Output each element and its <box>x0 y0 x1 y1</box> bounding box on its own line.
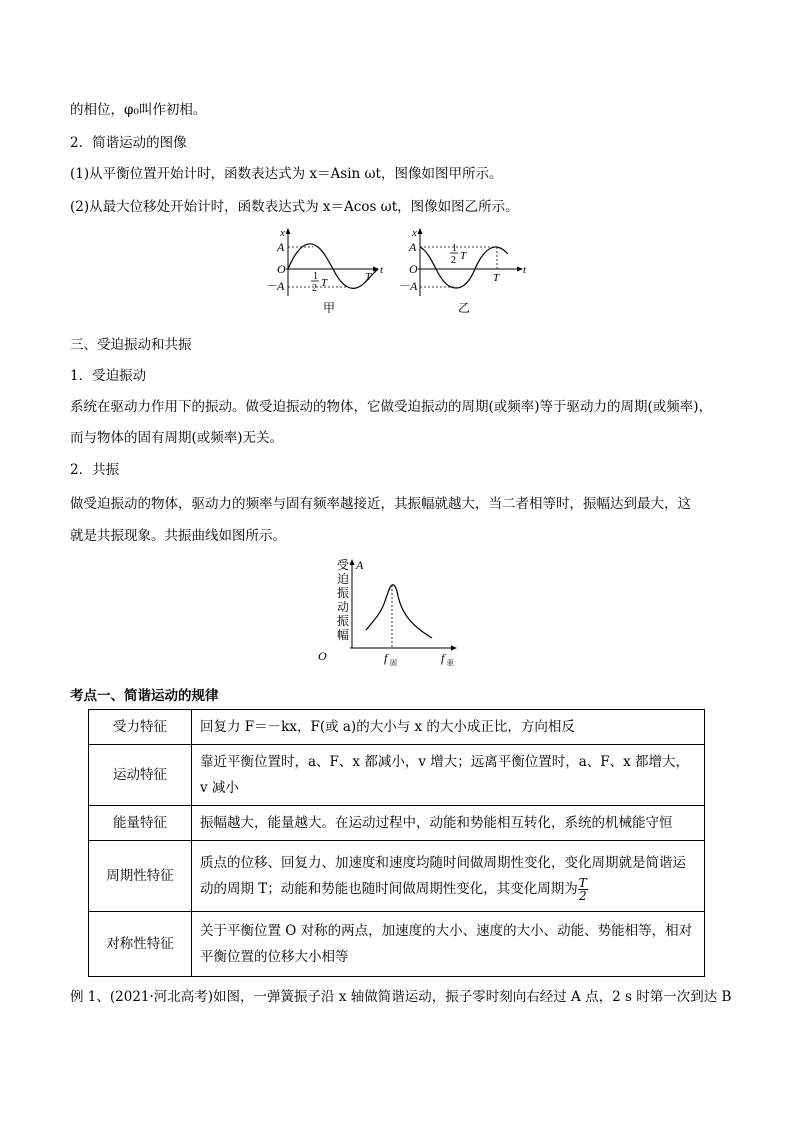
driving-frequency-label: f <box>441 651 445 665</box>
axis-t-label: t <box>380 264 384 276</box>
shm-properties-table <box>88 709 705 977</box>
subheading: 2．共振 <box>70 462 120 478</box>
driving-frequency-sub: 驱 <box>447 659 454 667</box>
axis-x-label: x <box>412 227 417 239</box>
origin-label: O <box>277 262 286 276</box>
ylabel-char: 受 <box>337 558 350 572</box>
axis-x-label: x <box>280 227 285 239</box>
half-num: 1 <box>452 243 457 254</box>
table-key: 运动特征 <box>89 745 192 806</box>
table-value: 回复力 F＝－kx，F(或 a)的大小与 x 的大小成正比，方向相反 <box>192 710 705 745</box>
table-key: 受力特征 <box>89 710 192 745</box>
fraction <box>578 877 588 902</box>
ylabel-char: 幅 <box>337 628 350 642</box>
table-row <box>89 912 705 977</box>
text-line: 系统在驱动力作用下的振动。做受迫振动的物体，它做受迫振动的周期(或频率)等于驱动力的周期(或频率)， <box>70 399 713 415</box>
table-value: 振幅越大，能量越大。在运动过程中，动能和势能相互转化，系统的机械能守恒 <box>192 806 705 841</box>
figure-cosine-graph <box>398 226 533 318</box>
neg-amplitude-label: －A <box>265 279 285 293</box>
text-line: 就是共振现象。共振曲线如图所示。 <box>70 528 286 544</box>
natural-frequency-sub: 固 <box>390 659 397 667</box>
table-value-text: 质点的位移、回复力、加速度和速度均随时间做周期性变化，变化周期就是简谐运动的周期 T；动能和势能也随时间做周期性变化，其变化周期为 <box>200 855 686 897</box>
section-heading: 三、受迫振动和共振 <box>70 337 192 353</box>
figure-caption: 甲 <box>323 301 336 315</box>
text-line: 的相位，φ₀叫作初相。 <box>70 102 207 118</box>
neg-amplitude-label: －A <box>398 279 418 293</box>
axis-t-label: t <box>523 264 527 276</box>
table-row <box>89 745 705 806</box>
table-value: 靠近平衡位置时，a、F、x 都减小，v 增大；远离平衡位置时，a、F、x 都增大，v 减小 <box>192 745 705 806</box>
table-key: 对称性特征 <box>89 912 192 977</box>
ylabel-char: 振 <box>337 586 350 600</box>
amplitude-label: A <box>277 240 285 254</box>
axis-amplitude-label: A <box>356 558 364 572</box>
example-line: 例 1、(2021·河北高考)如图，一弹簧振子沿 x 轴做简谐运动，振子零时刻向右经过 A 点，2 s 时第一次到达 B <box>70 989 732 1005</box>
heading-sho-image: 2．简谐运动的图像 <box>70 135 187 151</box>
table-row <box>89 841 705 912</box>
table-value <box>192 841 705 912</box>
half-period-label: T <box>460 250 467 262</box>
table-key: 能量特征 <box>89 806 192 841</box>
figure-caption: 乙 <box>458 301 471 315</box>
subheading: 1．受迫振动 <box>70 368 147 384</box>
text-line: 而与物体的固有周期(或频率)无关。 <box>70 430 284 446</box>
table-row <box>89 806 705 841</box>
figure-sine-graph <box>258 226 388 318</box>
text-line: (1)从平衡位置开始计时，函数表达式为 x＝Asin ωt，图像如图甲所示。 <box>70 166 503 182</box>
text-line: 做受迫振动的物体，驱动力的频率与固有频率越接近，其振幅就越大，当二者相等时，振幅达到最大，这 <box>70 496 691 512</box>
table-key: 周期性特征 <box>89 841 192 912</box>
half-num: 1 <box>313 271 318 282</box>
section-heading: 考点一、简谐运动的规律 <box>70 688 219 704</box>
natural-frequency-label: f <box>384 651 388 665</box>
fraction-denominator: 2 <box>578 889 587 903</box>
origin-label: O <box>318 649 327 663</box>
half-den: 2 <box>312 283 317 294</box>
half-den: 2 <box>451 255 456 266</box>
text-line: (2)从最大位移处开始计时，函数表达式为 x＝Acos ωt，图像如图乙所示。 <box>70 199 519 215</box>
amplitude-label: A <box>409 240 417 254</box>
ylabel-char: 迫 <box>337 572 350 586</box>
fraction-numerator: T <box>578 876 587 890</box>
period-label: T <box>365 271 372 283</box>
ylabel-char: 动 <box>337 600 350 614</box>
half-period-label: T <box>321 277 328 289</box>
table-row <box>89 710 705 745</box>
table-value: 关于平衡位置 O 对称的两点，加速度的大小、速度的大小、动能、势能相等，相对平衡位置的位移大小相等 <box>192 912 705 977</box>
origin-label: O <box>409 262 418 276</box>
ylabel-char: 振 <box>337 614 350 628</box>
period-label: T <box>493 272 500 284</box>
figure-resonance-curve <box>310 556 470 672</box>
